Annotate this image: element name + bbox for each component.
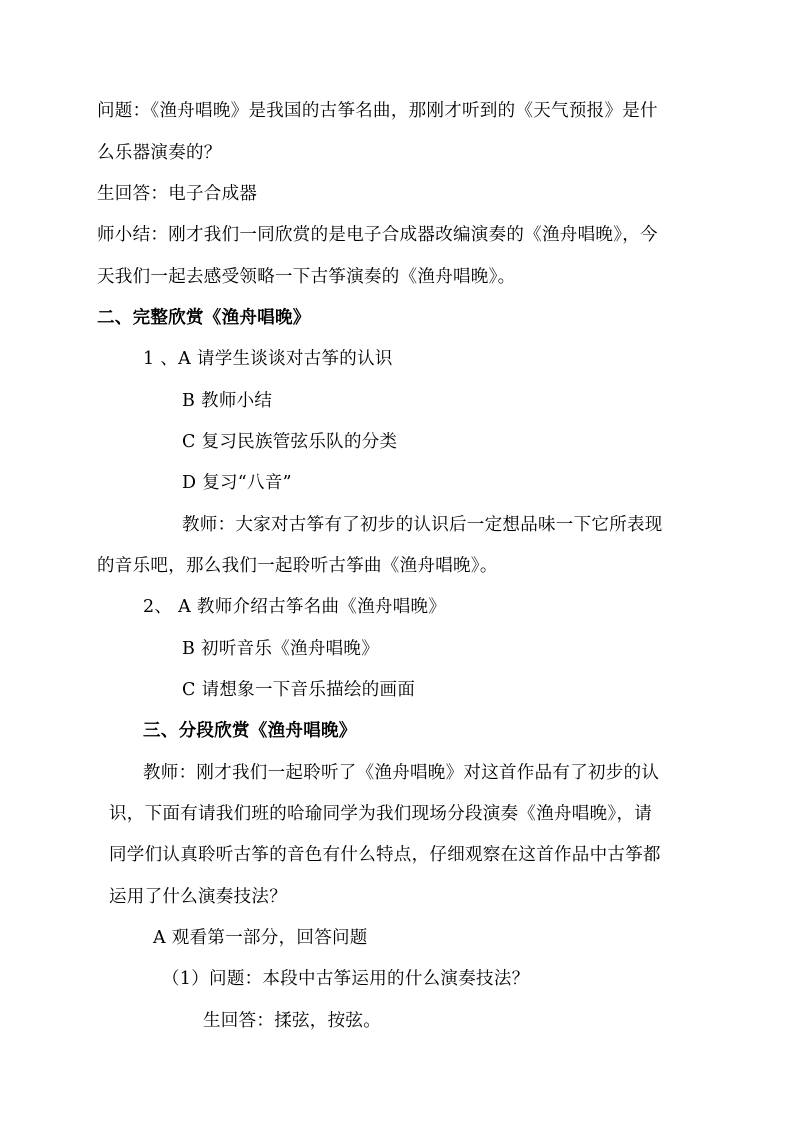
- paragraph-student-answer: 生回答：电子合成器: [97, 184, 258, 204]
- list-item-3a-answer: 生回答：揉弦，按弦。: [203, 1011, 381, 1031]
- list-item-3a-question: （1）问题：本段中古筝运用的什么演奏技法？: [162, 969, 530, 989]
- paragraph-teacher-summary: 师小结：刚才我们一同欣赏的是电子合成器改编演奏的《渔舟唱晚》，今: [97, 225, 658, 245]
- paragraph-teacher-section3-cont2: 同学们认真聆听古筝的音色有什么特点，仔细观察在这首作品中古筝都: [109, 845, 661, 865]
- paragraph-teacher-section3-cont1: 识，下面有请我们班的哈瑜同学为我们现场分段演奏《渔舟唱晚》，请: [109, 804, 653, 824]
- section-heading-3: 三、分段欣赏《渔舟唱晚》: [143, 721, 357, 741]
- list-item-1c: C 复习民族管弦乐队的分类: [182, 432, 398, 452]
- paragraph-question: 问题：《渔舟唱晚》是我国的古筝名曲，那刚才听到的《天气预报》是什: [97, 101, 658, 121]
- paragraph-teacher-summary-cont: 天我们一起去感受领略一下古筝演奏的《渔舟唱晚》。: [97, 267, 516, 287]
- list-item-1d: D 复习“八音”: [182, 473, 292, 493]
- list-item-2c: C 请想象一下音乐描绘的画面: [182, 680, 416, 700]
- paragraph-teacher-intro: 教师：大家对古筝有了初步的认识后一定想品味一下它所表现: [182, 515, 663, 535]
- list-item-3a: A 观看第一部分，回答问题: [153, 928, 368, 948]
- list-item-1a: 1 、A 请学生谈谈对古筝的认识: [143, 349, 393, 369]
- list-item-2a: 2、 A 教师介绍古筝名曲《渔舟唱晚》: [143, 597, 447, 617]
- paragraph-teacher-section3-cont3: 运用了什么演奏技法？: [109, 887, 287, 907]
- list-item-1b: B 教师小结: [182, 391, 273, 411]
- list-item-2b: B 初听音乐《渔舟唱晚》: [182, 639, 380, 659]
- paragraph-question-cont: 么乐器演奏的？: [97, 143, 222, 163]
- paragraph-teacher-section3: 教师：刚才我们一起聆听了《渔舟唱晚》对这首作品有了初步的认: [143, 763, 660, 783]
- section-heading-2: 二、完整欣赏《渔舟唱晚》: [97, 308, 311, 328]
- paragraph-teacher-intro-cont: 的音乐吧，那么我们一起聆听古筝曲《渔舟唱晚》。: [97, 556, 498, 576]
